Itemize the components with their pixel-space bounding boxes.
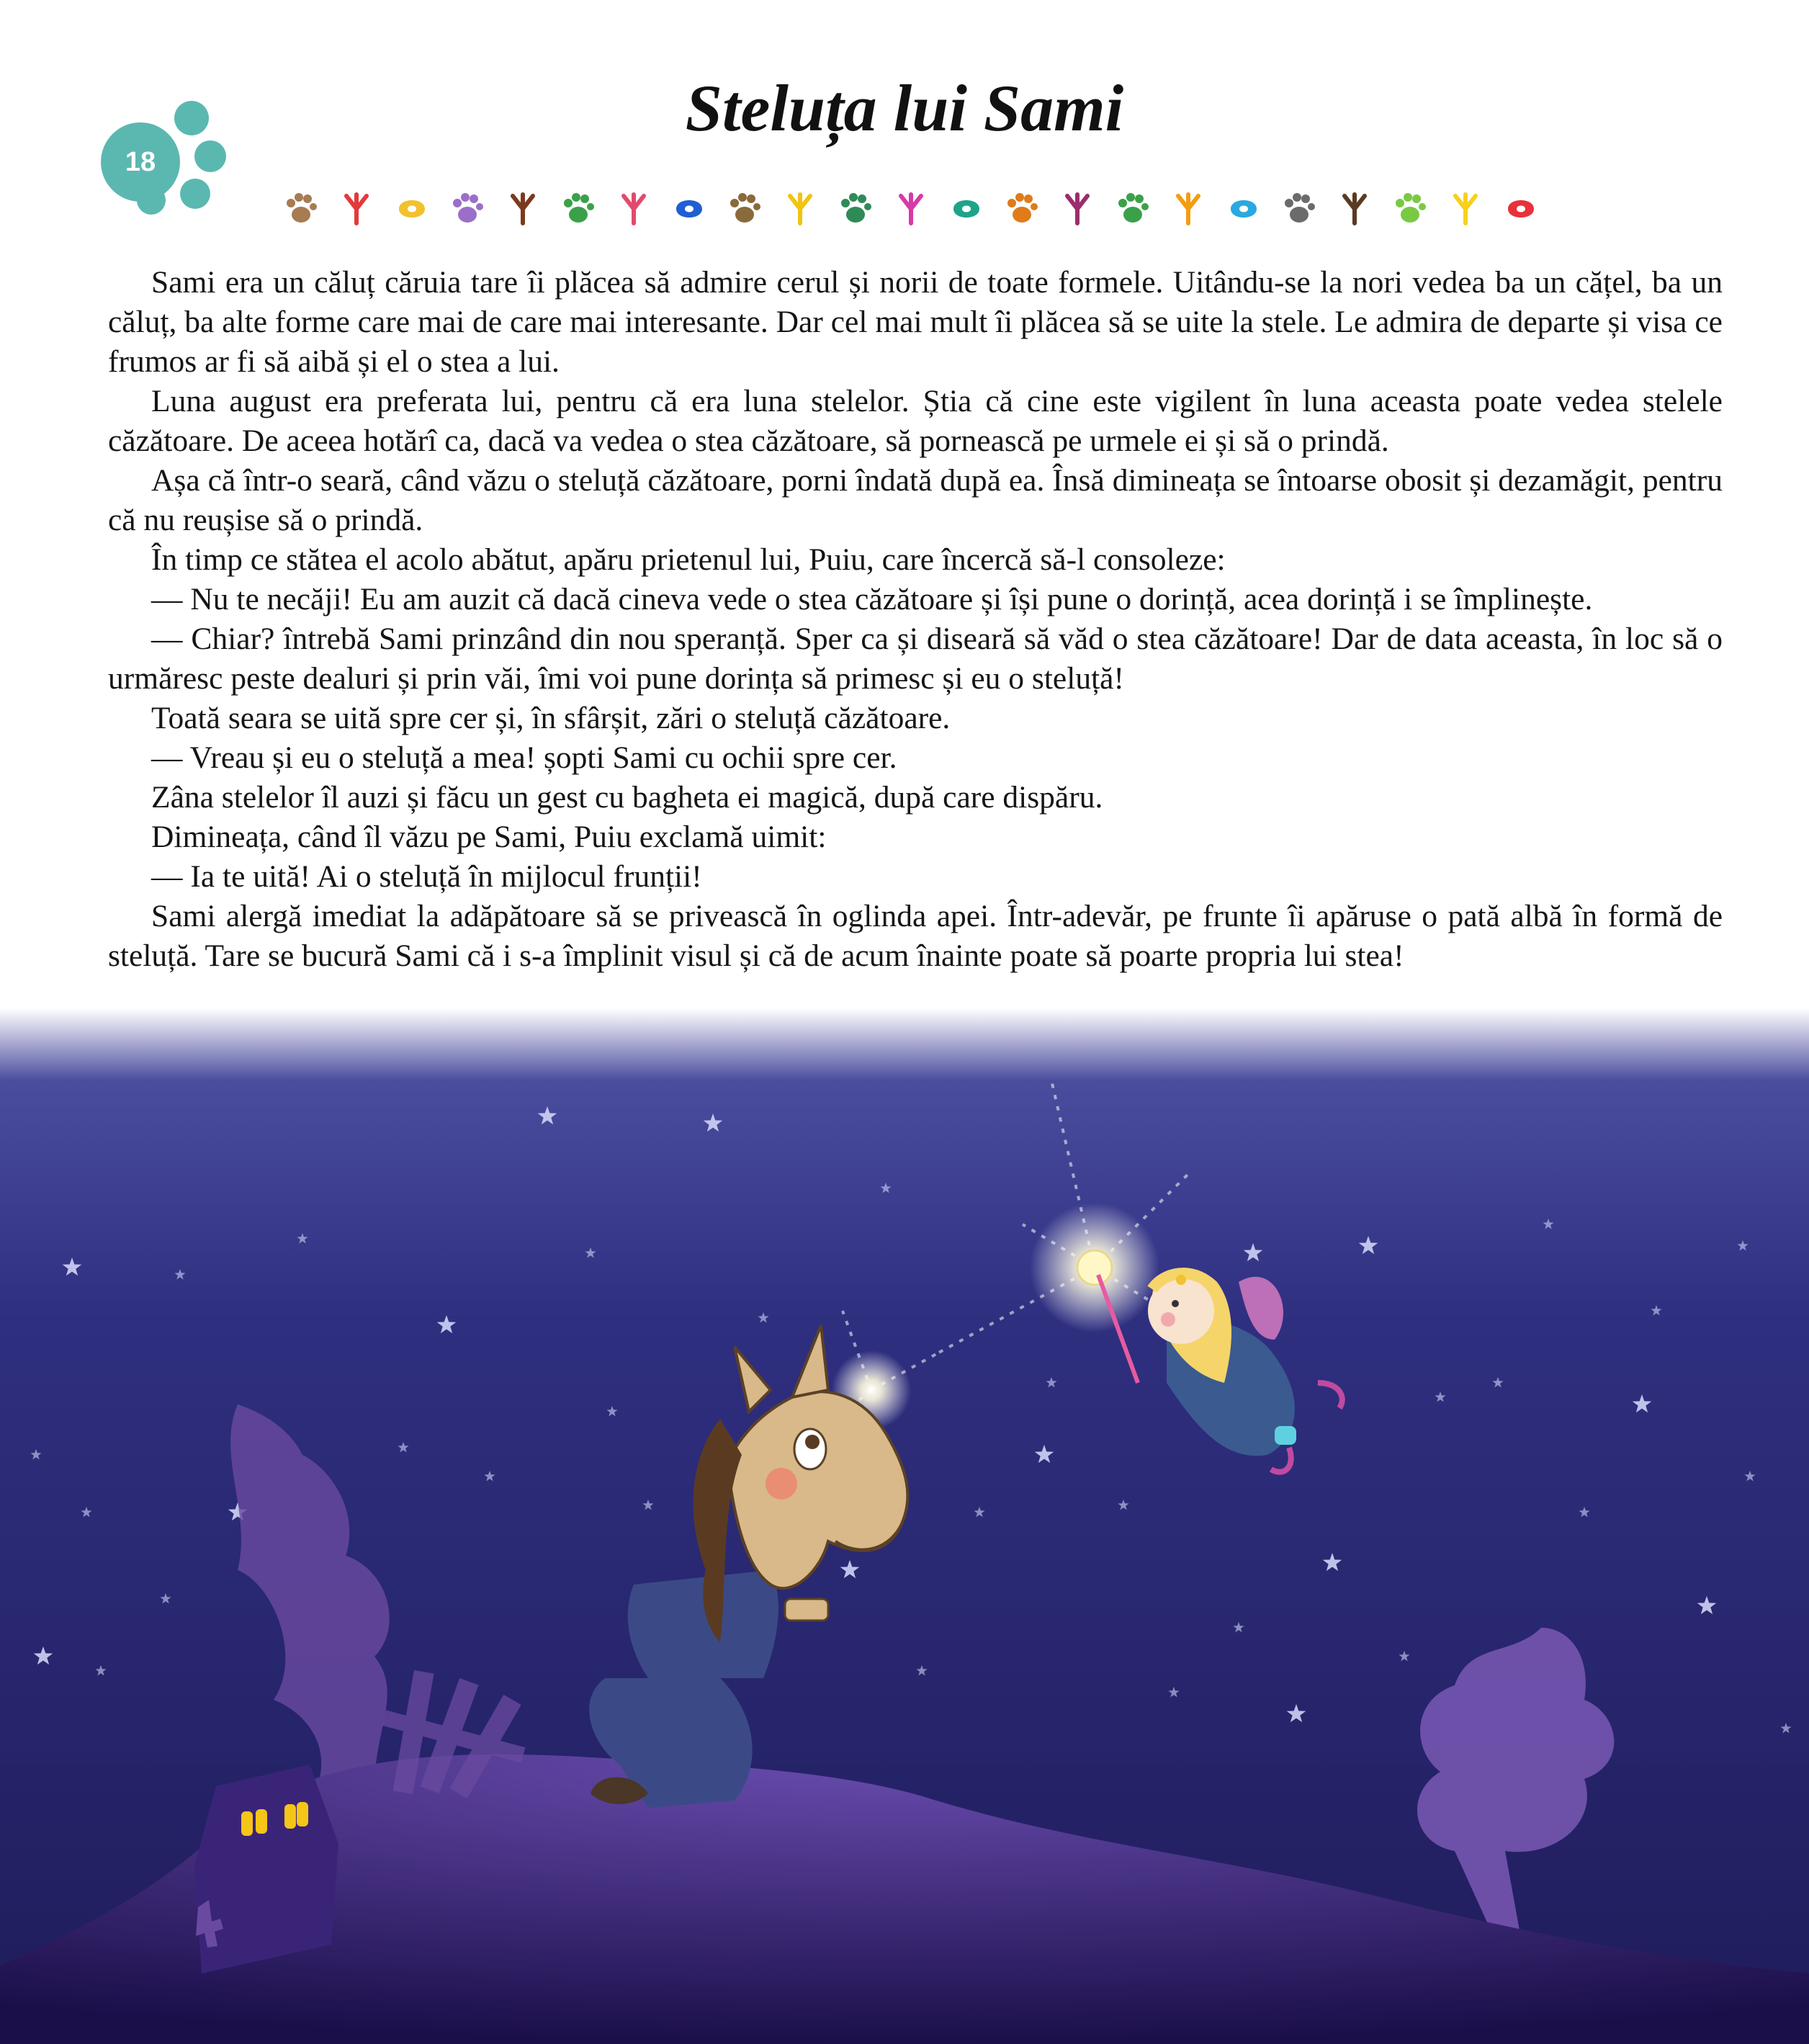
footprint-icon xyxy=(1445,189,1486,229)
footprint-icon xyxy=(1057,189,1097,229)
story-paragraph: Sami era un căluț căruia tare îi plăcea să admire cerul și norii de toate formele. Uitându-se la nori vedea ba un cățel, ba un căluț, ba alte forme care mai de care mai interesante. Dar cel mai mult îi plăcea să se uite la stele. Le admira de departe și visa ce frumos ar fi să aibă și el o stea a lui. xyxy=(108,265,1723,379)
story-paragraph: Așa că într-o seară, când văzu o steluță căzătoare, porni îndată după ea. Însă dimineața se întoarse obosit și dezamăgit, pentru că nu reușise să o prindă. xyxy=(108,463,1723,537)
footprint-icon xyxy=(281,189,321,229)
footprint-icon xyxy=(336,189,377,229)
story-paragraph: Toată seara se uită spre cer și, în sfârșit, zări o steluță căzătoare. xyxy=(151,701,951,735)
story-paragraph: — Chiar? întrebă Sami prinzând din nou speranță. Sper ca și diseară să văd o stea căzătoare! Dar de data aceasta, în loc să o urmăresc peste dealuri și prin văi, îmi voi pune dorința să primesc și eu o steluță! xyxy=(108,622,1723,696)
footprint-icon xyxy=(1224,189,1264,229)
story-paragraph: — Ia te uită! Ai o steluță în mijlocul frunții! xyxy=(151,859,702,894)
wand-star xyxy=(1077,1250,1112,1285)
story-text xyxy=(108,263,1723,976)
footprint-icon xyxy=(724,189,765,229)
footprint-icon xyxy=(891,189,931,229)
page-number: 18 xyxy=(125,146,156,177)
footprint-icon xyxy=(1334,189,1375,229)
footprint-icon xyxy=(1279,189,1319,229)
footprint-icon xyxy=(447,189,488,229)
story-paragraph: Luna august era preferata lui, pentru că era luna stelelor. Știa că cine este vigilent în luna aceasta poate vedea stelele căzătoare. De aceea hotărî ca, dacă va vedea o stea căzătoare, să pornească pe urmele ei și să o prindă. xyxy=(108,384,1723,458)
story-paragraph: Zâna stelelor îl auzi și făcu un gest cu bagheta ei magică, după care dispăru. xyxy=(151,780,1103,815)
story-paragraph: — Nu te necăji! Eu am auzit că dacă cineva vede o stea căzătoare și își pune o dorință, acea dorință i se împlinește. xyxy=(151,582,1593,617)
footprint-icon xyxy=(1002,189,1042,229)
story-paragraph: Dimineața, când îl văzu pe Sami, Puiu exclamă uimit: xyxy=(151,820,827,854)
footprint-icon xyxy=(1168,189,1208,229)
story-paragraph: Sami alergă imediat la adăpătoare să se privească în oglinda apei. Într-adevăr, pe frunte îi apăruse o pată albă în formă de steluță. Tare se bucură Sami că i s-a împlinit visul și că de acum înainte poate să poarte propria lui stea! xyxy=(108,899,1723,973)
house-silhouette xyxy=(194,1765,338,1973)
footprint-icon xyxy=(392,189,432,229)
footprint-icon xyxy=(946,189,987,229)
footprint-ornament-row xyxy=(281,180,1541,238)
footprint-icon xyxy=(1390,189,1430,229)
paw-toe xyxy=(180,179,210,209)
story-paragraph: În timp ce stătea el acolo abătut, apăru prietenul lui, Puiu, care încercă să-l consoleze: xyxy=(151,542,1226,577)
footprint-icon xyxy=(1113,189,1153,229)
story-paragraph: — Vreau și eu o steluță a mea! șopti Sami cu ochii spre cer. xyxy=(151,740,897,775)
footprint-icon xyxy=(669,189,709,229)
footprint-icon xyxy=(503,189,543,229)
footprint-icon xyxy=(1501,189,1541,229)
page-title: Steluța lui Sami xyxy=(685,71,1124,145)
footprint-icon xyxy=(614,189,654,229)
night-sky-illustration xyxy=(0,1008,1809,2044)
footprint-icon xyxy=(558,189,598,229)
footprint-icon xyxy=(780,189,820,229)
paw-toe xyxy=(194,140,226,172)
footprint-icon xyxy=(835,189,876,229)
